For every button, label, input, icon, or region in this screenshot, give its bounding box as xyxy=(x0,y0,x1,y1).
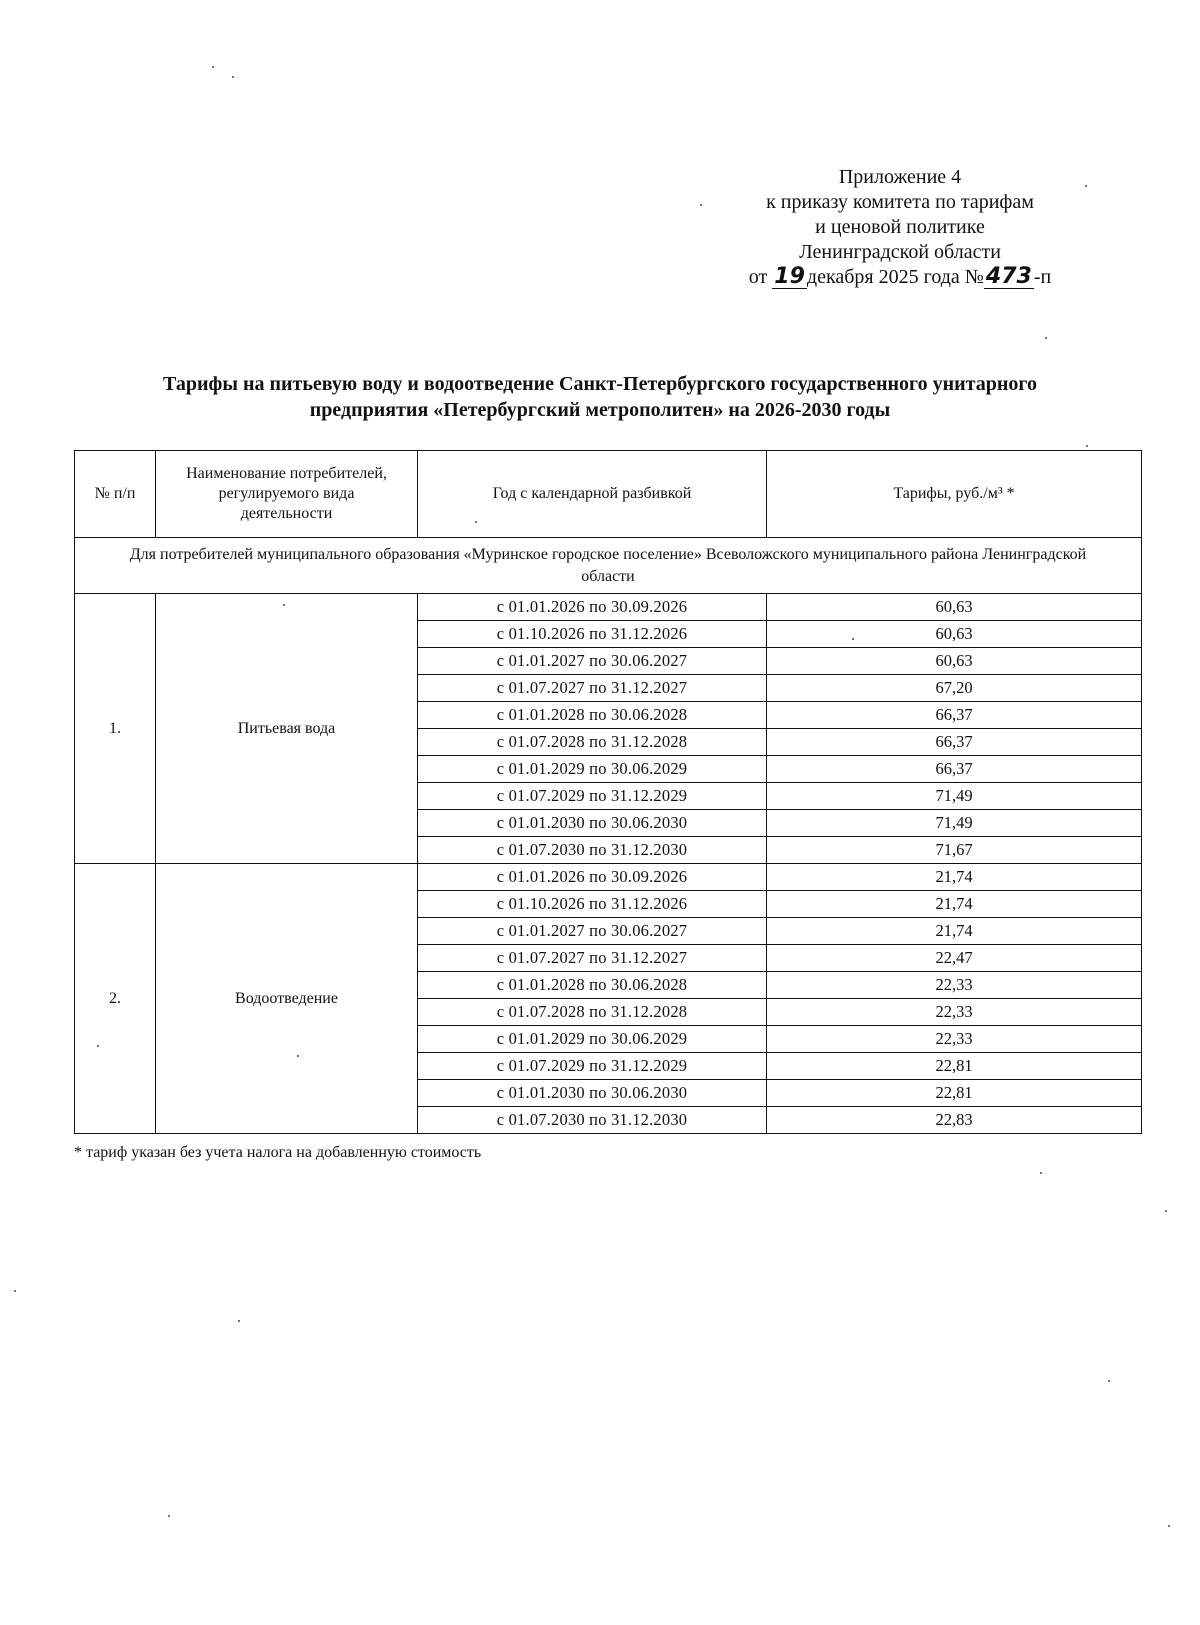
title-line-2: предприятия «Петербургский метрополитен» на 2026-2030 годы xyxy=(309,399,891,421)
tariff-cell: 60,63 xyxy=(767,648,1142,675)
scan-speck xyxy=(238,1320,240,1322)
period-cell: с 01.07.2028 по 31.12.2028 xyxy=(418,729,767,756)
tariff-cell: 67,20 xyxy=(767,675,1142,702)
tariff-cell: 71,49 xyxy=(767,810,1142,837)
tariff-cell: 22,33 xyxy=(767,972,1142,999)
annex-date-line xyxy=(700,265,1100,290)
period-cell: с 01.07.2028 по 31.12.2028 xyxy=(418,999,767,1026)
annex-order-ref: к приказу комитета по тарифам xyxy=(766,191,1034,213)
scan-speck xyxy=(168,1515,170,1517)
section-name: Водоотведение xyxy=(156,864,418,1134)
scan-speck xyxy=(232,76,234,78)
tariff-cell: 22,33 xyxy=(767,1026,1142,1053)
tariff-cell: 71,49 xyxy=(767,783,1142,810)
tariff-cell: 21,74 xyxy=(767,864,1142,891)
period-cell: с 01.07.2029 по 31.12.2029 xyxy=(418,783,767,810)
scan-speck xyxy=(1168,1525,1170,1527)
title-line-1: Тарифы на питьевую воду и водоотведение Санкт-Петербургского государственного унитарного xyxy=(163,373,1037,395)
scan-speck xyxy=(14,1290,16,1292)
section-number: 2. xyxy=(75,864,156,1134)
period-cell: с 01.01.2028 по 30.06.2028 xyxy=(418,702,767,729)
tariff-cell: 22,81 xyxy=(767,1080,1142,1107)
period-cell: с 01.07.2027 по 31.12.2027 xyxy=(418,945,767,972)
tariff-cell: 66,37 xyxy=(767,702,1142,729)
tariff-cell: 66,37 xyxy=(767,756,1142,783)
tariff-cell: 22,81 xyxy=(767,1053,1142,1080)
order-suffix: -п xyxy=(1033,266,1052,288)
tariff-cell: 60,63 xyxy=(767,621,1142,648)
document-title xyxy=(40,371,1160,423)
handwritten-order-number: 473 xyxy=(985,264,1032,289)
header-num: № п/п xyxy=(75,451,156,538)
period-cell: с 01.01.2029 по 30.06.2029 xyxy=(418,756,767,783)
tariff-cell: 60,63 xyxy=(767,594,1142,621)
period-cell: с 01.07.2030 по 31.12.2030 xyxy=(418,837,767,864)
date-prefix: от xyxy=(748,266,768,288)
scan-speck xyxy=(1108,1380,1110,1382)
tariff-cell: 21,74 xyxy=(767,891,1142,918)
tariff-cell: 22,47 xyxy=(767,945,1142,972)
annex-region: Ленинградской области xyxy=(799,241,1001,263)
tariff-cell: 22,33 xyxy=(767,999,1142,1026)
period-cell: с 01.01.2030 по 30.06.2030 xyxy=(418,1080,767,1107)
footnote: * тариф указан без учета налога на добавленную стоимость xyxy=(74,1144,482,1161)
tariff-cell: 21,74 xyxy=(767,918,1142,945)
period-cell: с 01.10.2026 по 31.12.2026 xyxy=(418,891,767,918)
header-period: Год с календарной разбивкой xyxy=(418,451,767,538)
period-cell: с 01.01.2030 по 30.06.2030 xyxy=(418,810,767,837)
header-name: Наименование потребителей, регулируемого вида деятельности xyxy=(156,451,418,538)
period-cell: с 01.01.2027 по 30.06.2027 xyxy=(418,648,767,675)
tariff-table xyxy=(74,450,1142,1134)
table-header-row xyxy=(75,451,1142,538)
section-number: 1. xyxy=(75,594,156,864)
date-rest: декабря 2025 года № xyxy=(806,266,984,288)
group-caption: Для потребителей муниципального образования «Муринское городское поселение» Всеволожского муниципального района Ленинградской области xyxy=(75,538,1142,594)
scan-speck xyxy=(1045,337,1047,339)
scan-speck xyxy=(1165,1210,1167,1212)
period-cell: с 01.07.2027 по 31.12.2027 xyxy=(418,675,767,702)
period-cell: с 01.10.2026 по 31.12.2026 xyxy=(418,621,767,648)
scan-speck xyxy=(1040,1172,1042,1174)
period-cell: с 01.07.2029 по 31.12.2029 xyxy=(418,1053,767,1080)
section-name: Питьевая вода xyxy=(156,594,418,864)
annex-block xyxy=(700,165,1100,290)
scan-speck xyxy=(212,66,214,68)
period-cell: с 01.01.2026 по 30.09.2026 xyxy=(418,594,767,621)
period-cell: с 01.01.2028 по 30.06.2028 xyxy=(418,972,767,999)
period-cell: с 01.01.2027 по 30.06.2027 xyxy=(418,918,767,945)
handwritten-day: 19 xyxy=(774,264,805,289)
tariff-cell: 66,37 xyxy=(767,729,1142,756)
period-cell: с 01.01.2029 по 30.06.2029 xyxy=(418,1026,767,1053)
annex-title: Приложение 4 xyxy=(838,166,962,188)
table-row xyxy=(75,864,1142,891)
period-cell: с 01.01.2026 по 30.09.2026 xyxy=(418,864,767,891)
scan-speck xyxy=(1086,445,1088,447)
header-tariff: Тарифы, руб./м³ * xyxy=(767,451,1142,538)
annex-committee: и ценовой политике xyxy=(815,216,985,238)
group-caption-row xyxy=(75,538,1142,594)
period-cell: с 01.07.2030 по 31.12.2030 xyxy=(418,1107,767,1134)
table-row xyxy=(75,594,1142,621)
tariff-cell: 22,83 xyxy=(767,1107,1142,1134)
tariff-cell: 71,67 xyxy=(767,837,1142,864)
